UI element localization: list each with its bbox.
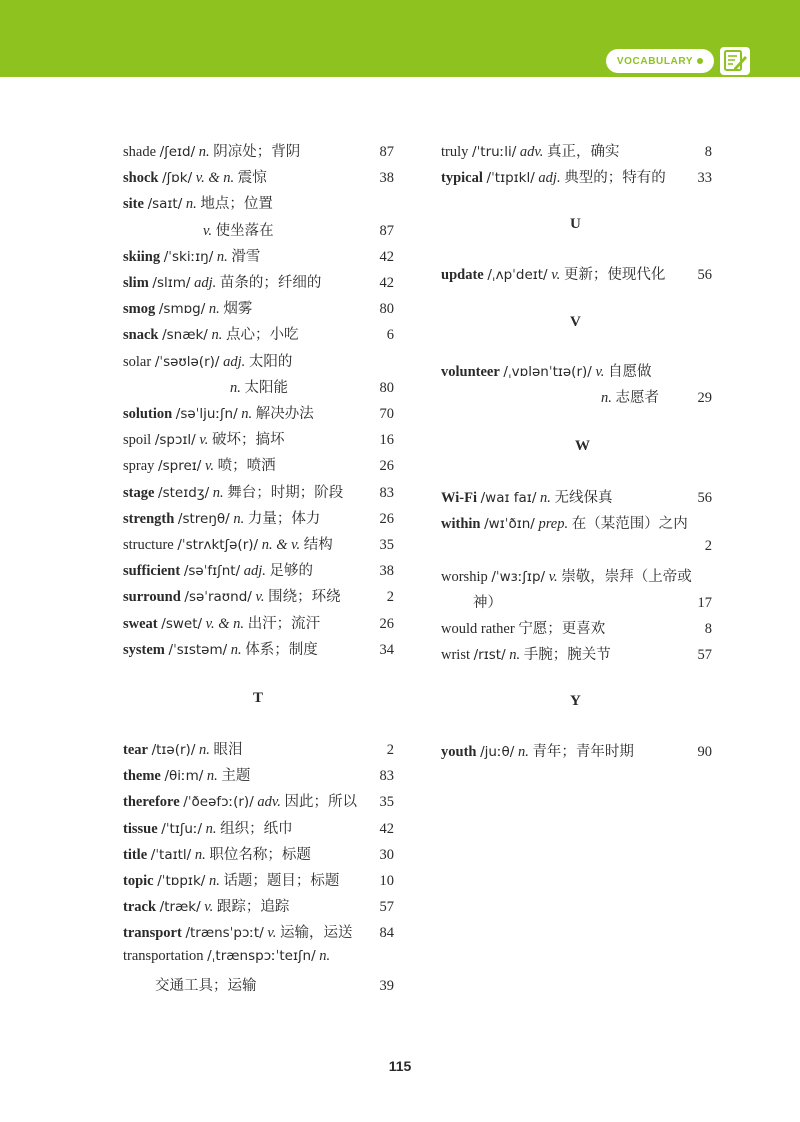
part-of-speech: n. — [206, 768, 218, 785]
vocab-entry — [123, 790, 394, 811]
headword: spray — [123, 458, 155, 475]
headword: truly — [441, 144, 469, 160]
headword: shade — [123, 144, 157, 160]
part-of-speech: n. — [208, 301, 220, 318]
definition: 点心；小吃 — [225, 327, 299, 344]
part-of-speech: n. — [601, 390, 612, 407]
page-ref: 56 — [697, 490, 712, 506]
definition: 在（某范围）之内 — [571, 516, 688, 533]
headword: stage — [123, 484, 155, 501]
entry-text — [123, 481, 380, 502]
vocab-entry — [123, 454, 394, 475]
phonetic: /ˈtruːli/ — [472, 144, 517, 160]
part-of-speech: adj. — [194, 275, 217, 291]
headword: would rather — [441, 621, 515, 637]
definition: 阴凉处；背阴 — [213, 144, 301, 160]
definition: 足够的 — [269, 563, 314, 580]
vocab-entry — [441, 565, 712, 586]
headword: strength — [123, 510, 175, 527]
phonetic: /smɒg/ — [158, 301, 206, 318]
entry-text — [123, 245, 380, 266]
vocab-entry — [123, 638, 394, 659]
phonetic: /ʃɒk/ — [162, 170, 193, 187]
page-ref: 83 — [379, 768, 394, 785]
page-ref: 6 — [386, 327, 394, 344]
phonetic: /ˈstrʌktʃə(r)/ — [177, 537, 259, 553]
vocab-entry — [123, 507, 394, 528]
definition: 无线保真 — [554, 490, 613, 506]
page-ref: 84 — [379, 925, 394, 942]
part-of-speech: n. — [319, 947, 331, 964]
part-of-speech: n. — [211, 327, 223, 344]
phonetic: /ˌʌpˈdeɪt/ — [487, 267, 548, 283]
headword: spoil — [123, 432, 152, 449]
part-of-speech: v. — [204, 458, 214, 475]
part-of-speech: n. & v. — [261, 537, 301, 553]
headword: skiing — [123, 248, 161, 265]
definition: 更新；使现代化 — [563, 267, 666, 283]
entry-text — [123, 559, 380, 580]
headword: Wi-Fi — [441, 490, 477, 506]
entry-text — [441, 591, 698, 612]
section-letter: V — [570, 314, 581, 330]
definition: 体系；制度 — [245, 641, 318, 658]
vocab-entry — [123, 192, 394, 213]
phonetic: /ˈtɪpɪkl/ — [486, 170, 535, 187]
headword: youth — [441, 744, 477, 760]
headword: sweat — [123, 615, 158, 632]
part-of-speech: n. — [517, 744, 529, 760]
entry-text — [123, 817, 380, 838]
headword: slim — [123, 275, 149, 291]
part-of-speech: n. — [208, 873, 220, 889]
part-of-speech: n. — [233, 510, 245, 527]
phonetic: /ˌvɒlənˈtɪə(r)/ — [503, 364, 592, 380]
definition: 出汗；流汗 — [247, 615, 321, 632]
page-ref: 57 — [379, 899, 394, 916]
definition: 跟踪；追踪 — [216, 899, 290, 916]
phonetic: /ˈskiːɪŋ/ — [163, 248, 214, 265]
section-letter: Y — [570, 693, 581, 709]
page-ref: 57 — [697, 647, 712, 664]
part-of-speech: n. — [205, 820, 217, 837]
page-ref: 90 — [697, 744, 712, 760]
definition: 苗条的；纤细的 — [219, 275, 322, 291]
page-ref: 29 — [697, 390, 712, 407]
part-of-speech: adj. — [538, 170, 561, 187]
entry-text — [123, 140, 380, 161]
page-ref: 42 — [379, 820, 394, 837]
page-ref: 87 — [379, 222, 394, 239]
notepad-pencil-icon — [720, 47, 750, 75]
part-of-speech: adv. — [519, 144, 544, 160]
entry-text — [123, 921, 380, 942]
definition: 舞台；时期；阶段 — [227, 484, 344, 501]
part-of-speech: n. — [199, 742, 210, 758]
page-ref: 26 — [379, 510, 394, 527]
vocab-entry — [441, 512, 712, 533]
definition: 组织；纸巾 — [220, 820, 293, 837]
vocab-entry — [441, 617, 712, 638]
entry-text — [123, 790, 380, 811]
phonetic: /səˈfɪʃnt/ — [183, 563, 241, 580]
entry-text — [441, 486, 698, 507]
headword: transport — [123, 925, 182, 942]
page-ref: 33 — [697, 170, 712, 187]
entry-text — [123, 843, 380, 864]
part-of-speech: n. — [540, 490, 551, 506]
part-of-speech: v. — [204, 899, 214, 916]
entry-text — [123, 323, 387, 344]
part-of-speech: adv. — [257, 794, 281, 811]
headword: structure — [123, 537, 174, 553]
vocab-entry — [441, 538, 712, 555]
headword: solution — [123, 406, 173, 422]
part-of-speech: v. — [595, 364, 605, 380]
headword: theme — [123, 768, 161, 785]
entry-text — [123, 764, 380, 785]
definition: 破坏；搞坏 — [211, 432, 285, 449]
headword: worship — [441, 568, 488, 585]
page-ref: 8 — [704, 621, 712, 637]
page-ref: 42 — [379, 248, 394, 265]
entry-text — [123, 376, 380, 397]
part-of-speech: v. — [267, 925, 277, 942]
phonetic: /slɪm/ — [152, 275, 191, 291]
definition: 交通工具；运输 — [155, 977, 257, 994]
vocabulary-label: VOCABULARY — [616, 55, 694, 67]
definition: 使坐落在 — [215, 222, 274, 239]
vocab-entry — [123, 323, 394, 344]
page-ref: 80 — [379, 301, 394, 318]
page-ref: 30 — [379, 846, 394, 863]
vocab-entry — [123, 869, 394, 890]
vocab-entry — [123, 297, 394, 318]
vocab-entry — [441, 140, 712, 161]
page-ref: 2 — [386, 742, 394, 758]
entry-text — [441, 643, 698, 664]
definition: 震惊 — [237, 170, 267, 187]
entry-text — [123, 948, 394, 965]
part-of-speech: v. — [203, 222, 212, 239]
phonetic: /trænsˈpɔːt/ — [185, 925, 264, 942]
page-ref: 34 — [379, 641, 394, 658]
entry-text — [441, 512, 712, 533]
entry-text — [123, 638, 380, 659]
part-of-speech: n. — [230, 379, 241, 396]
vocab-entry — [123, 559, 394, 580]
phonetic: /ʃeɪd/ — [159, 144, 196, 160]
entry-text — [123, 454, 380, 475]
page-ref: 2 — [704, 538, 712, 555]
phonetic: /steɪdʒ/ — [158, 484, 210, 501]
vocab-entry — [123, 585, 394, 606]
page-ref: 26 — [379, 458, 394, 475]
vocab-entry — [123, 974, 394, 995]
entry-text — [441, 617, 705, 638]
page-ref: 38 — [379, 170, 394, 187]
part-of-speech: v. — [548, 568, 558, 585]
page-ref: 70 — [379, 406, 394, 422]
vocab-entry — [441, 486, 712, 507]
page-ref: 17 — [697, 594, 712, 611]
phonetic: /rɪst/ — [473, 647, 506, 664]
headword: smog — [123, 301, 156, 318]
headword: transportation — [123, 947, 204, 964]
phonetic: /ˈwɜːʃɪp/ — [491, 568, 546, 585]
vocab-entry — [123, 219, 394, 240]
vocab-entry — [123, 948, 394, 965]
vocab-entry — [123, 895, 394, 916]
page-ref: 2 — [386, 589, 394, 606]
page-ref: 35 — [379, 537, 394, 553]
headword: update — [441, 267, 484, 283]
phonetic: /θiːm/ — [164, 768, 204, 785]
phonetic: /ˈsəʊlə(r)/ — [154, 353, 220, 370]
phonetic: /saɪt/ — [147, 196, 183, 213]
entry-text — [123, 402, 380, 423]
part-of-speech: n. — [198, 144, 210, 160]
definition: 因此；所以 — [284, 794, 357, 811]
headword: site — [123, 196, 144, 213]
phonetic: /səˈraʊnd/ — [184, 589, 252, 606]
phonetic: /ˈtɪʃuː/ — [161, 820, 203, 837]
definition: 太阳能 — [244, 379, 288, 396]
definition: 神） — [473, 594, 502, 611]
vocab-entry — [123, 921, 394, 942]
definition: 崇敬，崇拜（上帝或 — [561, 568, 692, 585]
definition: 眼泪 — [213, 742, 243, 758]
part-of-speech: adj. — [223, 353, 246, 370]
vocab-entry — [123, 166, 394, 187]
definition: 职位名称；标题 — [209, 846, 311, 863]
page-ref: 35 — [379, 794, 394, 811]
page-number: 115 — [388, 1058, 412, 1074]
phonetic: /ˈtaɪtl/ — [150, 846, 192, 863]
headword: therefore — [123, 794, 180, 811]
part-of-speech: v. & n. — [195, 170, 235, 187]
vocab-entry — [123, 402, 394, 423]
definition: 宁愿；更喜欢 — [518, 621, 606, 637]
phonetic: /ˌtrænspɔːˈteɪʃn/ — [207, 947, 316, 964]
entry-text — [123, 297, 380, 318]
phonetic: /streŋθ/ — [177, 510, 230, 527]
headword: track — [123, 899, 157, 916]
page-ref: 39 — [379, 977, 394, 994]
definition: 围绕；环绕 — [268, 589, 341, 606]
entry-text — [441, 263, 698, 284]
entry-text — [123, 738, 387, 759]
entry-text — [123, 533, 380, 554]
part-of-speech: v. — [551, 267, 561, 283]
definition: 自愿做 — [608, 364, 652, 380]
phonetic: /ˈtɒpɪk/ — [157, 873, 206, 889]
vocab-entry — [441, 263, 712, 284]
entry-text — [123, 428, 380, 449]
part-of-speech: v. — [199, 432, 209, 449]
definition: 志愿者 — [615, 390, 659, 407]
entry-text — [123, 585, 387, 606]
vocab-entry — [441, 591, 712, 612]
definition: 滑雪 — [231, 248, 261, 265]
vocabulary-tab — [606, 49, 714, 73]
phonetic: /tɪə(r)/ — [151, 742, 196, 758]
part-of-speech: n. — [241, 406, 253, 422]
section-letter: U — [570, 216, 581, 232]
phonetic: /səˈljuːʃn/ — [175, 406, 238, 422]
vocab-entry — [123, 612, 394, 633]
section-letter: T — [253, 690, 264, 706]
part-of-speech: n. — [194, 846, 206, 863]
entry-text — [441, 166, 698, 187]
entry-text — [123, 974, 380, 995]
headword: system — [123, 641, 165, 658]
entry-text — [123, 350, 394, 371]
entry-text — [123, 219, 380, 240]
definition: 运输，运送 — [280, 925, 353, 942]
headword: topic — [123, 873, 154, 889]
entry-text — [123, 895, 380, 916]
definition: 力量；体力 — [247, 510, 321, 527]
headword: sufficient — [123, 563, 181, 580]
definition: 解决办法 — [255, 406, 314, 422]
page-ref: 16 — [379, 432, 394, 449]
phonetic: /wɪˈðɪn/ — [484, 516, 535, 533]
vocab-entry — [123, 140, 394, 161]
phonetic: /snæk/ — [162, 327, 208, 344]
entry-text — [123, 869, 380, 890]
headword: solar — [123, 353, 152, 370]
page-ref: 83 — [379, 484, 394, 501]
phonetic: /ˈsɪstəm/ — [168, 641, 228, 658]
definition: 典型的；特有的 — [564, 170, 666, 187]
vocab-entry — [441, 166, 712, 187]
phonetic: /juːθ/ — [480, 744, 515, 760]
page-ref: 10 — [379, 873, 394, 889]
headword: wrist — [441, 647, 470, 664]
vocab-entry — [441, 360, 712, 381]
vocab-entry — [441, 643, 712, 664]
headword: snack — [123, 327, 159, 344]
headword: shock — [123, 170, 159, 187]
vocab-entry — [441, 740, 712, 761]
definition: 青年；青年时期 — [532, 744, 634, 760]
part-of-speech: adj. — [243, 563, 266, 580]
phonetic: /spɔɪl/ — [154, 432, 196, 449]
headword: tear — [123, 742, 148, 758]
headword: typical — [441, 170, 483, 187]
part-of-speech: v. & n. — [205, 615, 245, 632]
entry-text — [123, 612, 380, 633]
definition: 真正，确实 — [547, 144, 620, 160]
definition: 烟雾 — [223, 301, 253, 318]
entry-text — [441, 386, 698, 407]
vocab-entry — [123, 350, 394, 371]
definition: 话题；题目；标题 — [223, 873, 340, 889]
vocab-entry — [123, 533, 394, 554]
part-of-speech: v. — [255, 589, 265, 606]
definition: 地点；位置 — [200, 196, 273, 213]
definition: 结构 — [303, 537, 333, 553]
dot-icon — [697, 58, 703, 64]
definition: 喷；喷洒 — [217, 458, 276, 475]
headword: tissue — [123, 820, 158, 837]
vocab-entry — [123, 481, 394, 502]
headword: title — [123, 846, 148, 863]
page-ref: 8 — [704, 144, 712, 160]
definition: 太阳的 — [248, 353, 293, 370]
section-letter: W — [575, 438, 590, 454]
entry-text — [123, 192, 394, 213]
phonetic: /waɪ faɪ/ — [480, 490, 537, 506]
vocab-entry — [123, 738, 394, 759]
entry-text — [123, 166, 380, 187]
vocab-entry — [123, 843, 394, 864]
vocab-entry — [123, 271, 394, 292]
phonetic: /ˈðeəfɔː(r)/ — [183, 794, 254, 811]
definition: 主题 — [221, 768, 251, 785]
part-of-speech: n. — [509, 647, 521, 664]
part-of-speech: n. — [212, 484, 224, 501]
entry-text — [441, 740, 698, 761]
headword: within — [441, 516, 481, 533]
vocab-entry — [123, 817, 394, 838]
definition: 手腕；腕关节 — [523, 647, 611, 664]
page-ref: 87 — [379, 144, 394, 160]
headword: surround — [123, 589, 181, 606]
page-ref: 42 — [379, 275, 394, 291]
entry-text — [441, 360, 712, 381]
part-of-speech: prep. — [538, 516, 569, 533]
part-of-speech: n. — [216, 248, 228, 265]
part-of-speech: n. — [185, 196, 197, 213]
part-of-speech: n. — [230, 641, 242, 658]
entry-text — [123, 271, 380, 292]
phonetic: /spreɪ/ — [158, 458, 202, 475]
entry-text — [441, 140, 705, 161]
entry-text — [441, 565, 712, 586]
page-ref: 38 — [379, 563, 394, 580]
entry-text — [123, 507, 380, 528]
page-ref: 26 — [379, 615, 394, 632]
vocab-entry — [123, 376, 394, 397]
vocab-entry — [123, 764, 394, 785]
phonetic: /swet/ — [161, 615, 203, 632]
vocab-entry — [123, 428, 394, 449]
phonetic: /træk/ — [159, 899, 201, 916]
page-ref: 56 — [697, 267, 712, 283]
vocab-entry — [123, 245, 394, 266]
vocab-entry — [441, 386, 712, 407]
page-ref: 80 — [379, 379, 394, 396]
headword: volunteer — [441, 364, 500, 380]
